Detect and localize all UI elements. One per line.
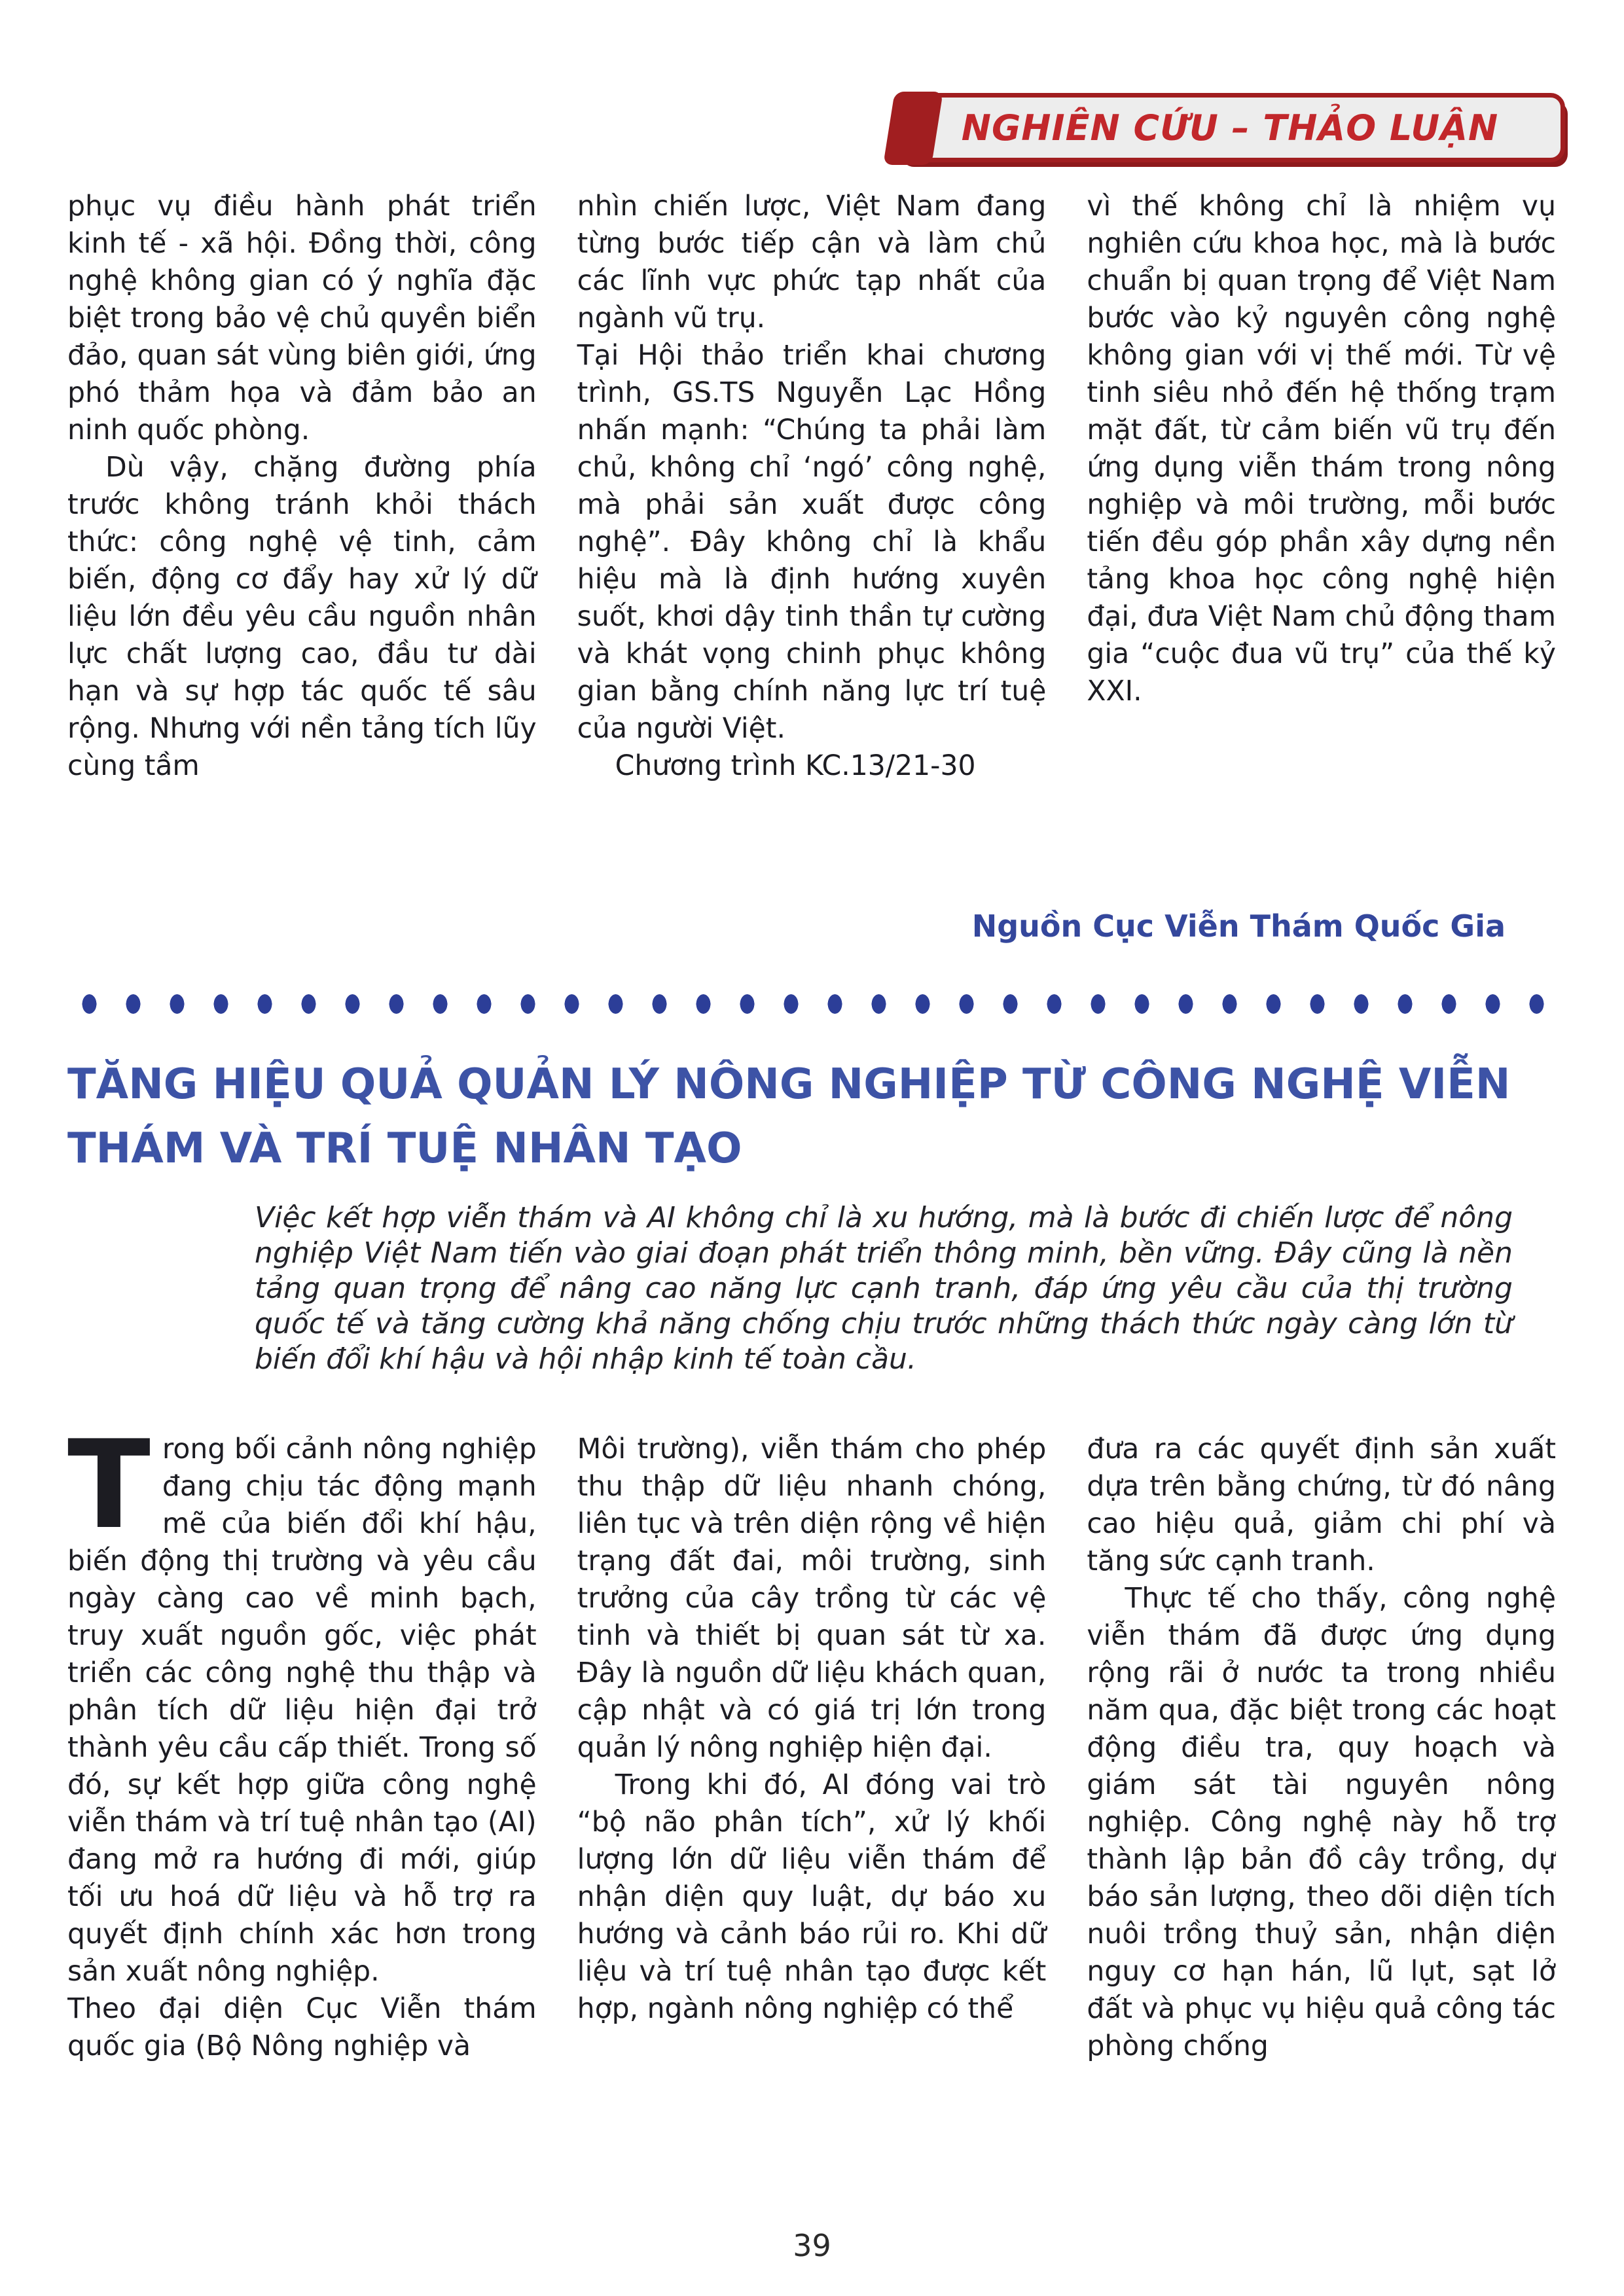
article2-column-1 [67, 1431, 537, 2224]
article2-title: TĂNG HIỆU QUẢ QUẢN LÝ NÔNG NGHIỆP TỪ CÔNG NGHỆ VIỄN THÁM VÀ TRÍ TUỆ NHÂN TẠO [67, 1060, 1511, 1173]
section-header-badge [895, 93, 1565, 162]
drop-cap: T [67, 1431, 151, 1556]
article2-column-2 [577, 1431, 1047, 2224]
paragraph: vì thế không chỉ là nhiệm vụ nghiên cứu khoa học, mà là bước chuẩn bị quan trọng để Việt Nam bước vào kỷ nguyên công nghệ không gian với vị thế mới. Từ vệ tinh siêu nhỏ đến hệ thống trạm mặt đất, từ cảm biến vũ trụ đến ứng dụng viễn thám trong nông nghiệp và môi trường, mỗi bước tiến đều góp phần xây dựng nền tảng khoa học công nghệ hiện đại, đưa Việt Nam chủ động tham gia “cuộc đua vũ trụ” của thế kỷ XXI. [1087, 190, 1556, 708]
paragraph: Chương trình KC.13/21-30 [615, 750, 976, 782]
paragraph: nhìn chiến lược, Việt Nam đang từng bước tiếp cận và làm chủ các lĩnh vực phức tạp nhất của ngành vũ trụ. [577, 190, 1047, 334]
source-credit: Nguồn Cục Viễn Thám Quốc Gia [971, 908, 1506, 944]
article1-column-3 [1087, 188, 1556, 878]
article1-columns [67, 188, 1556, 878]
page-number: 39 [793, 2228, 831, 2263]
paragraph: Thực tế cho thấy, công nghệ viễn thám đã được ứng dụng rộng rãi ở nước ta trong nhiều năm qua, đặc biệt trong các hoạt động điều tra, quy hoạch và giám sát tài nguyên nông nghiệp. Công nghệ này hỗ trợ thành lập bản đồ cây trồng, dự báo sản lượng, theo dõi diện tích nuôi trồng thuỷ sản, nhận diện nguy cơ hạn hán, lũ lụt, sạt lở đất và phục vụ hiệu quả công tác phòng chống [1087, 1583, 1556, 2062]
dotted-separator [67, 992, 1556, 1016]
paragraph: Tại Hội thảo triển khai chương trình, GS.TS Nguyễn Lạc Hồng nhấn mạnh: “Chúng ta phải làm chủ, không chỉ ‘ngó’ công nghệ, mà phải sản xuất được công nghệ”. Đây không chỉ là khẩu hiệu mà là định hướng xuyên suốt, khơi dậy tinh thần tự cường và khát vọng chinh phục không gian bằng chính năng lực trí tuệ của người Việt. [577, 340, 1047, 745]
paragraph: Trong khi đó, AI đóng vai trò “bộ não phân tích”, xử lý khối lượng lớn dữ liệu viễn thám để nhận diện quy luật, dự báo xu hướng và cảnh báo rủi ro. Khi dữ liệu và trí tuệ nhân tạo được kết hợp, ngành nông nghiệp có thể [577, 1769, 1047, 2025]
article2-column-3 [1087, 1431, 1556, 2224]
paragraph: đưa ra các quyết định sản xuất dựa trên bằng chứng, từ đó nâng cao hiệu quả, giảm chi phí và tăng sức cạnh tranh. [1087, 1433, 1556, 1577]
paragraph: Theo đại diện Cục Viễn thám quốc gia (Bộ Nông nghiệp và [67, 1993, 537, 2062]
article1-column-1 [67, 188, 537, 878]
badge-left-cap [883, 92, 943, 165]
badge-label: NGHIÊN CỨU – THẢO LUẬN [961, 107, 1499, 149]
paragraph: phục vụ điều hành phát triển kinh tế - xã hội. Đồng thời, công nghệ không gian có ý nghĩa đặc biệt trong bảo vệ chủ quyền biển đảo, quan sát vùng biên giới, ứng phó thảm họa và đảm bảo an ninh quốc phòng. [67, 190, 537, 446]
article2-lead: Việc kết hợp viễn thám và AI không chỉ là xu hướng, mà là bước đi chiến lược để nông nghiệp Việt Nam tiến vào giai đoạn phát triển thông minh, bền vững. Đây cũng là nền tảng quan trọng để nâng cao năng lực cạnh tranh, đáp ứng yêu cầu của thị trường quốc tế và tăng cường khả năng chống chịu trước những thách thức ngày càng lớn từ biến đổi khí hậu và hội nhập kinh tế toàn cầu. [255, 1201, 1513, 1376]
paragraph: Trong bối cảnh nông nghiệp đang chịu tác động mạnh mẽ của biến đổi khí hậu, biến động thị trường và yêu cầu ngày càng cao về minh bạch, truy xuất nguồn gốc, việc phát triển các công nghệ thu thập và phân tích dữ liệu hiện đại trở thành yêu cầu cấp thiết. Trong số đó, sự kết hợp giữa công nghệ viễn thám và trí tuệ nhân tạo (AI) đang mở ra hướng đi mới, giúp tối ưu hoá dữ liệu và hỗ trợ ra quyết định chính xác hơn trong sản xuất nông nghiệp. [67, 1431, 537, 1988]
paragraph: Môi trường), viễn thám cho phép thu thập dữ liệu nhanh chóng, liên tục và trên diện rộng về hiện trạng đất đai, môi trường, sinh trưởng của cây trồng từ các vệ tinh và thiết bị quan sát từ xa. Đây là nguồn dữ liệu khách quan, cập nhật và có giá trị lớn trong quản lý nông nghiệp hiện đại. [577, 1433, 1047, 1764]
paragraph: Dù vậy, chặng đường phía trước không tránh khỏi thách thức: công nghệ vệ tinh, cảm biến, động cơ đẩy hay xử lý dữ liệu lớn đều yêu cầu nguồn nhân lực chất lượng cao, đầu tư dài hạn và sự hợp tác quốc tế sâu rộng. Nhưng với nền tảng tích lũy cùng tầm [67, 452, 537, 782]
article2-columns [67, 1431, 1556, 2224]
article1-column-2 [577, 188, 1047, 878]
